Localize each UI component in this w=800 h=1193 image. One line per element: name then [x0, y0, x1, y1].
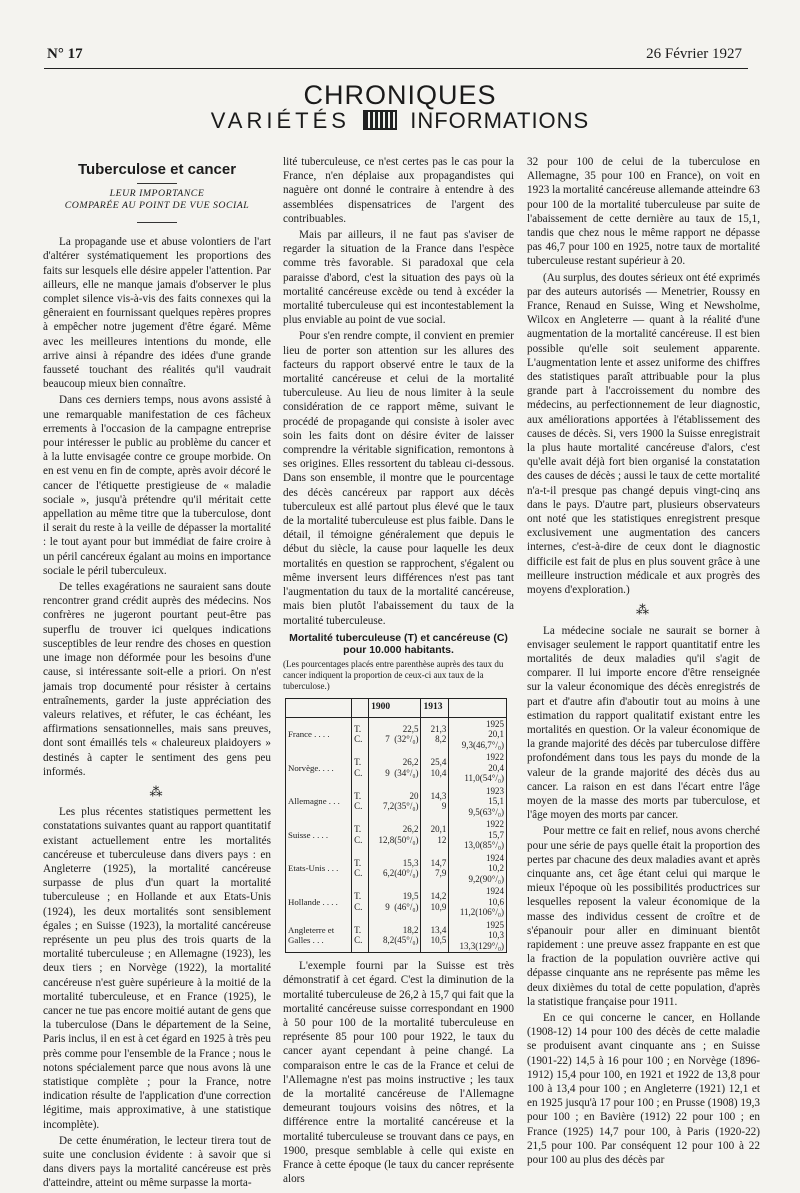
value-latest: 1925 20,1 9,3(46,7°/₀)	[449, 717, 507, 751]
table-header: 1913	[421, 698, 449, 717]
country-cell: Allemagne . . .	[286, 785, 352, 819]
value-1900: 26,2 12,8(50°/₀)	[369, 818, 421, 852]
mortality-table	[285, 698, 507, 954]
paragraph: De cette énumération, le lecteur tirera tout de suite une conclusion évidente : à savoir que si dans divers pays la mortalité cancéreuse est près d'atteindre, atteint ou même surpasse la morta-	[43, 1134, 271, 1190]
table-header: 1900	[369, 698, 421, 717]
paragraph: 32 pour 100 de celui de la tuberculose en Allemagne, 35 pour 100 en France), on voit en 1923 la mortalité cancéreuse allemande atteindre 63 pour 100 de la mortalité tuberculeuse par suite de l'abaissement de cette dernière au taux de 15,1, tandis que chez nous le même rapport ne dépasse pas 46,7 pour 100 en 1925, notre taux de mortalité tuberculeuse restant supérieur à 20.	[527, 156, 760, 268]
masthead-informations: INFORMATIONS	[410, 108, 590, 133]
table-header	[286, 698, 352, 717]
table-note: (Les pourcentages placés entre parenthèse auprès des taux du cancer indiquent la proportion de ceux-ci aux taux de la tuberculose.)	[283, 658, 504, 691]
table-row	[286, 751, 507, 785]
paragraph: Mais par ailleurs, il ne faut pas s'aviser de regarder la situation de la France dans l'espèce comme très favorable. Si paradoxal que cela paraisse d'abord, c'est la situation des pays où la mortalité cancéreuse excède ou tend à excéder la mortalité tuberculeuse qui est incontestablement la plus enviable au point de vue social.	[283, 229, 514, 327]
column-3	[527, 155, 760, 1169]
value-latest: 1924 10,2 9,2(90°/₀)	[449, 852, 507, 886]
article-subtitle	[43, 188, 271, 212]
table-header-row	[286, 698, 507, 717]
tc-cell: T. C.	[352, 919, 369, 953]
paragraph: La médecine sociale ne saurait se borner à envisager seulement le rapport quantitatif entre les mortalités de deux maladies qu'il s'agit de comparer. Il lui importe encore d'être renseignée sur la valeur économique des décès enregistrés de part et d'autre afin d'aboutir tout au moins à une estimation du rapport qualitatif existant entre les mortalités en question. Or la valeur économique de la grande majorité des décès par tuberculose diffère profondément dans tous les pays du monde de la valeur de la grande majorité des décès dus au cancer. La raison en est dans l'écart entre l'âge moyen de la masse des morts par tuberculose, et l'âge moyen des morts par cancer.	[527, 624, 760, 822]
country-cell: Hollande . . . .	[286, 885, 352, 919]
value-1900: 20 7,2(35°/₀)	[369, 785, 421, 819]
tc-cell: T. C.	[352, 785, 369, 819]
masthead-logo	[363, 110, 397, 130]
table-header	[352, 698, 369, 717]
table-row	[286, 818, 507, 852]
value-1900: 22,5 7 (32°/₀)	[369, 717, 421, 751]
country-cell: Angleterre et Galles . . .	[286, 919, 352, 953]
value-1900: 26,2 9 (34°/₀)	[369, 751, 421, 785]
value-latest: 1925 10,3 13,3(129°/₀)	[449, 919, 507, 953]
value-latest: 1922 15,7 13,0(85°/₀)	[449, 818, 507, 852]
paragraph: L'exemple fourni par la Suisse est très démonstratif à cet égard. C'est la diminution de la mortalité tuberculeuse de 26,2 à 15,7 qui fait que la mortalité cancéreuse suisse correspondant en 1900 à 50 pour 100 de la mortalité tuberculeuse en représente 85 pour 100 pour 1922, le taux du cancer ayant cependant à peine changé. La comparaison entre le cas de la France et celui de l'Allemagne n'est pas moins instructive ; les taux de la mortalité cancéreuse de l'Allemagne demeurant toujours voisins des nôtres, et la différence entre la mortalité cancéreuse et la mortalité tuberculeuse se trouvant dans ce pays, en 1900, presque semblable à celle qui existe en France à cette époque (le taux du cancer représente alors	[283, 960, 514, 1186]
column-2	[283, 155, 514, 1188]
section-separator: ⁂	[149, 783, 165, 799]
paragraph: Pour mettre ce fait en relief, nous avons cherché pour une série de pays quelle était la proportion des pertes par chacune des deux maladies avant et après cinquante ans, cet âge étant celui qui marque le mieux l'époque où les possibilités productrices sur lesquelles reposent la valeur économique de la masse des individus cessent de croître et de s'épanouir pour aller en diminuant bientôt rapidement : une preuve assez frappante en est que la fraction de la population ouvrière active qui dépasse cinquante ans ne représente pas même les deux dixièmes du total de cette population, d'après la statistique française pour 1911.	[527, 825, 760, 1008]
title-rule	[137, 183, 177, 184]
table-title-line-2: pour 10.000 habitants.	[343, 643, 454, 656]
masthead-subtitle	[0, 108, 800, 134]
value-1913: 14,7 7,9	[421, 852, 449, 886]
value-latest: 1924 10,6 11,2(106°/₀)	[449, 885, 507, 919]
value-1900: 15,3 6,2(40°/₀)	[369, 852, 421, 886]
paragraph: En ce qui concerne le cancer, en Hollande (1908-12) 14 pour 100 des décès de cette maladie se produisent avant cinquante ans ; en Suisse (1901-22) 14,5 à 16 pour 100 ; en Norvège (1896-1912) 15,4 pour 100, en 1921 et 1922 de 13,8 pour 100 à 13,4 pour 100 ; en Angleterre (1921) 12,1 et en 1925 jusqu'à 17 pour 100 ; en Prusse (1908) 19,3 pour 100 ; en Bavière (1912) 22 pour 100 ; en France (1925) 14,7 pour 100, à Paris (1920-22) 21,5 pour 100. Par conséquent 12 pour 100 à 22 pour 100 au plus des décès par	[527, 1011, 760, 1167]
value-1913: 20,1 12	[421, 818, 449, 852]
tc-cell: T. C.	[352, 852, 369, 886]
paragraph: lité tuberculeuse, ce n'est certes pas le cas pour la France, n'en déplaise aux propagandistes qui naguère ont donné le contraire à entendre à des assemblées dispensatrices de l'argent des contribuables.	[283, 156, 514, 225]
paragraph: De telles exagérations ne sauraient sans doute rencontrer grand crédit auprès des médecins. Nos confrères ne jugeront pourtant peut-être pas superflu de trouver ici quelques indications susceptibles de leur rendre des choses en question une image non déformée pour les besoins d'une cause, si intéressante soit-elle a priori. On n'est jamais trop documenté pour résister à certains entraînements, garder la juste appréciation des valeurs relatives, et réfuter, le cas échéant, les affirmations sensationnelles, mais sans preuves, dont sont émaillés tels « chaleureux plaidoyers » destinés à capter le sentiment des gens peu informés.	[43, 581, 271, 778]
value-latest: 1923 15,1 9,5(63°/₀)	[449, 785, 507, 819]
paragraph: Dans ces derniers temps, nous avons assisté à une remarquable manifestation de ces fâcheux errements à l'occasion de la campagne entreprise pour intéresser le public au problème du cancer et à la lutte envisagée contre ce groupe morbide. On en est venu en fin de compte, après avoir décoré le cancer de l'étiquette prestigieuse de « maladie sociale », jusqu'à prétendre qu'il méritait cette appellation au même titre que la tuberculose, dont il serait du reste à la veille de dépasser la mortalité : le tout ayant pour but immédiat de faire croire à un péril cancéreux égalant au moins en importance sociale le péril tuberculeux.	[43, 394, 271, 577]
table-row	[286, 919, 507, 953]
paragraph: Pour s'en rendre compte, il convient en premier lieu de porter son attention sur les allures des facteurs du rapport observé entre le taux de la mortalité cancéreuse et celui de la mortalité tuberculeuse. Au lieu de nous limiter à la seule considération de ce rapport même, suivant le procédé de propagande qui consiste à isoler avec soin les faits dont on désire éviter de laisser comprendre la véritable signification, remontons à ses origines. Elles ressortent du tableau ci-dessous. Dans son ensemble, il montre que le pourcentage des décès cancéreux par rapport aux décès tuberculeux est allé partout plus élevé que le taux de la mortalité tuberculeuse est plus faible. Dans le détail, il témoigne généralement que depuis le début du siècle, la cause pour laquelle les deux mortalités en question se rapprochent, s'égalent ou même inversent leurs différences n'est pas tant l'augmentation du taux de la mortalité cancéreuse, mais bien plutôt l'abaissement du taux de la mortalité tuberculeuse.	[283, 330, 514, 627]
table-row	[286, 852, 507, 886]
table-title-line-1: Mortalité tuberculeuse (T) et cancéreuse (C)	[289, 631, 508, 644]
paragraph: (Au surplus, des doutes sérieux ont été exprimés par des auteurs autorisés — Menetrier, Roussy en France, Renaud en Suisse, Wing et Newsholme, Wilcox en Angleterre — quant à la réalité d'une augmentation de la mortalité cancéreuse. Il est bien possible qu'elle soit seulement apparente. L'augmentation lente et assez uniforme des chiffres des statistiques paraît attribuable pour la plus grande part à l'accroissement du nombre des médecins, au perfectionnement de leur diagnostic, aux améliorations apportées à l'établissement des causes de décès. Si, vers 1900 la Suisse enregistrait la plus haute mortalité cancéreuse d'alors, c'est qu'elle avait déjà fort bien organisé la constatation des causes de décès ; aussi le taux de cette mortalité n'a-t-il presque pas changé depuis vingt-cinq ans dans le pays. D'autre part, plusieurs observateurs ont noté que les statistiques enregistrent presque exclusivement une augmentation des cancers internes, c'est-à-dire de ceux dont le diagnostic difficile est fait de plus en plus souvent grâce à une meilleure instruction médicale et aux progrès des moyens d'exploration.)	[527, 271, 760, 597]
value-latest: 1922 20,4 11,0(54°/₀)	[449, 751, 507, 785]
table-header	[449, 698, 507, 717]
issue-number: N° 17	[47, 46, 83, 62]
country-cell: France . . . .	[286, 717, 352, 751]
section-separator: ⁂	[636, 602, 651, 618]
tc-cell: T. C.	[352, 717, 369, 751]
value-1900: 18,2 8,2(45°/₀)	[369, 919, 421, 953]
country-cell: Etats-Unis . . .	[286, 852, 352, 886]
paragraph: La propagande use et abuse volontiers de l'art d'altérer systématiquement les proportions des faits sur lesquels elle désire appeler l'attention. Par ailleurs, elle ne manque jamais d'observer le plus complet silence vis-à-vis des faits connexes qui la gêneraient en fournissant quelques repères propres à empêcher notre jugement d'être égaré. Même avec les meilleures intentions du monde, elle arrive ainsi à répandre des idées d'une grande fausseté touchant des réalités qu'il vaudrait beaucoup mieux bien connaître.	[43, 236, 271, 391]
masthead-varietes: VARIÉTÉS	[210, 108, 350, 133]
issue-date: 26 Février 1927	[646, 46, 742, 62]
tc-cell: T. C.	[352, 751, 369, 785]
tc-cell: T. C.	[352, 885, 369, 919]
tc-cell: T. C.	[352, 818, 369, 852]
country-cell: Norvège. . . .	[286, 751, 352, 785]
masthead-title: CHRONIQUES	[303, 80, 497, 110]
paragraph: Les plus récentes statistiques permettent les constatations suivantes quant au rapport quantitatif existant actuellement entre les mortalités cancéreuse et tuberculeuse dans divers pays : en Angleterre (1925), la mortalité cancéreuse surpasse de plus d'un quart la mortalité tuberculeuse ; en Hollande et aux Etats-Unis (1924), les deux mortalités sont sensiblement égales ; en Suisse (1923), la mortalité cancéreuse représente un peu plus des trois quarts de la mortalité tuberculeuse ; en Allemagne (1923), les deux tiers ; en Norvège (1922), la mortalité cancéreuse n'est guère supérieure à la moitié de la mortalité tuberculeuse, et en France (1925), le cancer ne tue pas encore moitié autant de gens que la tuberculose (Dans le département de la Seine, Paris inclus, il en est à cet égard en 1925 à très peu près comme pour l'ensemble de la France ; nous le notons spécialement parce que nous avons là une statistique complète ; pour la France, notre indication résulte de l'application d'une correction légitime, mais approximative, à une statistique incomplète).	[43, 806, 271, 1131]
table-title	[283, 632, 514, 656]
value-1900: 19,5 9 (46°/₀)	[369, 885, 421, 919]
value-1913: 14,3 9	[421, 785, 449, 819]
value-1913: 14,2 10,9	[421, 885, 449, 919]
value-1913: 25,4 10,4	[421, 751, 449, 785]
subtitle-rule	[137, 222, 177, 223]
header-rule	[44, 68, 748, 69]
table-row	[286, 785, 507, 819]
article-title: Tuberculose et cancer	[77, 161, 237, 178]
table-row	[286, 717, 507, 751]
subtitle-line-2: COMPARÉE AU POINT DE VUE SOCIAL	[64, 200, 250, 212]
column-1	[43, 155, 271, 1193]
subtitle-line-1: LEUR IMPORTANCE	[109, 188, 205, 200]
country-cell: Suisse . . . .	[286, 818, 352, 852]
value-1913: 13,4 10,5	[421, 919, 449, 953]
table-row	[286, 885, 507, 919]
value-1913: 21,3 8,2	[421, 717, 449, 751]
